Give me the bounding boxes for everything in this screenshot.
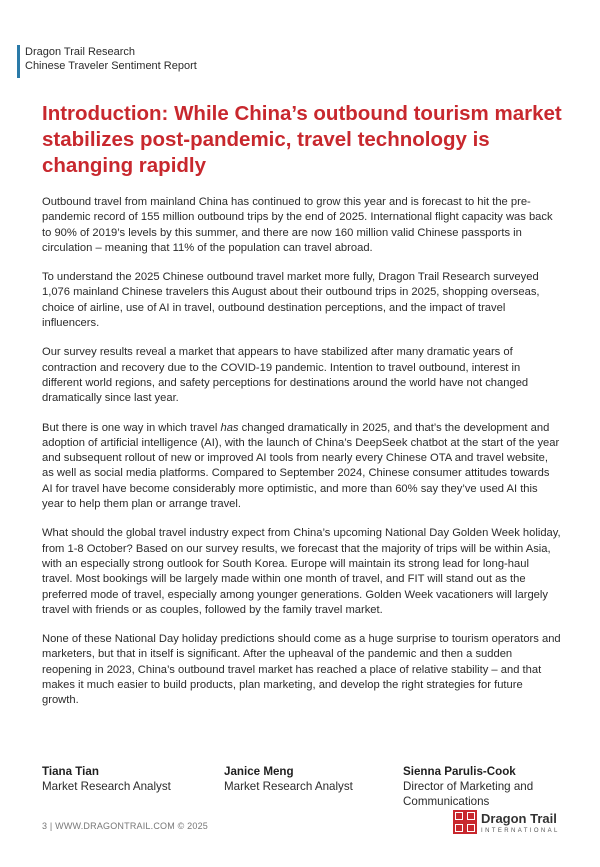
author-2 bbox=[224, 764, 394, 794]
author-3 bbox=[403, 764, 543, 809]
paragraph-4-emphasis: has bbox=[220, 421, 239, 434]
logo-subtitle: INTERNATIONAL bbox=[481, 828, 560, 834]
dragon-trail-logo bbox=[453, 810, 563, 842]
body-text bbox=[42, 195, 562, 723]
paragraph-5: What should the global travel industry expect from China’s upcoming National Day Golden Week holiday, from 1-8 October? Based on our survey results, we forecast that the majority of trips will be within Asia, with an especially strong outlook for South Korea. Europe will maintain its strong lead for long-haul travel. Most bookings will be largely made within one month of travel, and FIT will stand out as the preferred mode of travel, especially among younger generations. Golden Week vacationers will largely travel with friends or as couples, followed by the family travel market. bbox=[42, 527, 561, 616]
author-role: Director of Marketing and Communications bbox=[403, 780, 534, 808]
author-1 bbox=[42, 764, 212, 794]
paragraph-4 bbox=[42, 421, 562, 513]
paragraph-1: Outbound travel from mainland China has continued to grow this year and is forecast to hit the pre-pandemic record of 155 million outbound trips by the end of 2025. International flight capacity was back to 90% of 2019’s levels by this summer, and there are now 160 million valid Chinese passports in circulation – meaning that 11% of the population can travel abroad. bbox=[42, 196, 553, 254]
author-name: Janice Meng bbox=[224, 765, 294, 778]
author-name: Sienna Parulis-Cook bbox=[403, 765, 516, 778]
header-report-name: Chinese Traveler Sentiment Report bbox=[25, 60, 197, 72]
author-role: Market Research Analyst bbox=[42, 780, 171, 793]
paragraph-3: Our survey results reveal a market that appears to have stabilized after many dramatic years of contraction and recovery due to the COVID-19 pandemic. Intention to travel outbound, interest in different world regions, and safety perceptions for destinations around the world have not changed dramatically since last year. bbox=[42, 346, 529, 405]
header-accent-bar bbox=[17, 45, 20, 78]
page-footer: 3 | WWW.DRAGONTRAIL.COM © 2025 bbox=[42, 821, 208, 831]
author-name: Tiana Tian bbox=[42, 765, 99, 778]
logo-name: Dragon Trail bbox=[481, 811, 557, 826]
logo-mark-icon bbox=[453, 810, 477, 834]
paragraph-4-start: But there is one way in which travel bbox=[42, 421, 221, 434]
header-text bbox=[25, 45, 197, 73]
header-org: Dragon Trail Research bbox=[25, 46, 136, 58]
author-role: Market Research Analyst bbox=[224, 780, 353, 793]
paragraph-6: None of these National Day holiday predictions should come as a huge surprise to tourism operators and marketers, but that in itself is significant. After the upheaval of the pandemic and then a sudden reopening in 2023, China’s outbound travel market has reached a place of relative stability – and that makes it much easier to build products, plan marketing, and develop the right strategies for future growth. bbox=[42, 633, 561, 707]
paragraph-4-end: changed dramatically in 2025, and that’s the development and adoption of artificial intelligence (AI), with the launch of China’s DeepSeek chatbot at the start of the year and subsequent rollout of new or improved AI tools from nearly every Chinese OTA and travel website, as well as social media platforms. Compared to September 2024, Chinese consumer attitudes towards AI for travel have become considerably more optimistic, and more than 60% say they’ve used AI this year to help them plan or arrange travel. bbox=[42, 421, 560, 511]
page-title: Introduction: While China’s outbound tourism market stabilizes post-pandemic, travel technology is changing rapidly bbox=[42, 102, 562, 177]
paragraph-2: To understand the 2025 Chinese outbound travel market more fully, Dragon Trail Research surveyed 1,076 mainland Chinese travelers this August about their outbound trips in 2025, shopping overseas, choice of airline, use of AI in travel, outbound destination perceptions, and the impact of travel influencers. bbox=[42, 271, 540, 330]
